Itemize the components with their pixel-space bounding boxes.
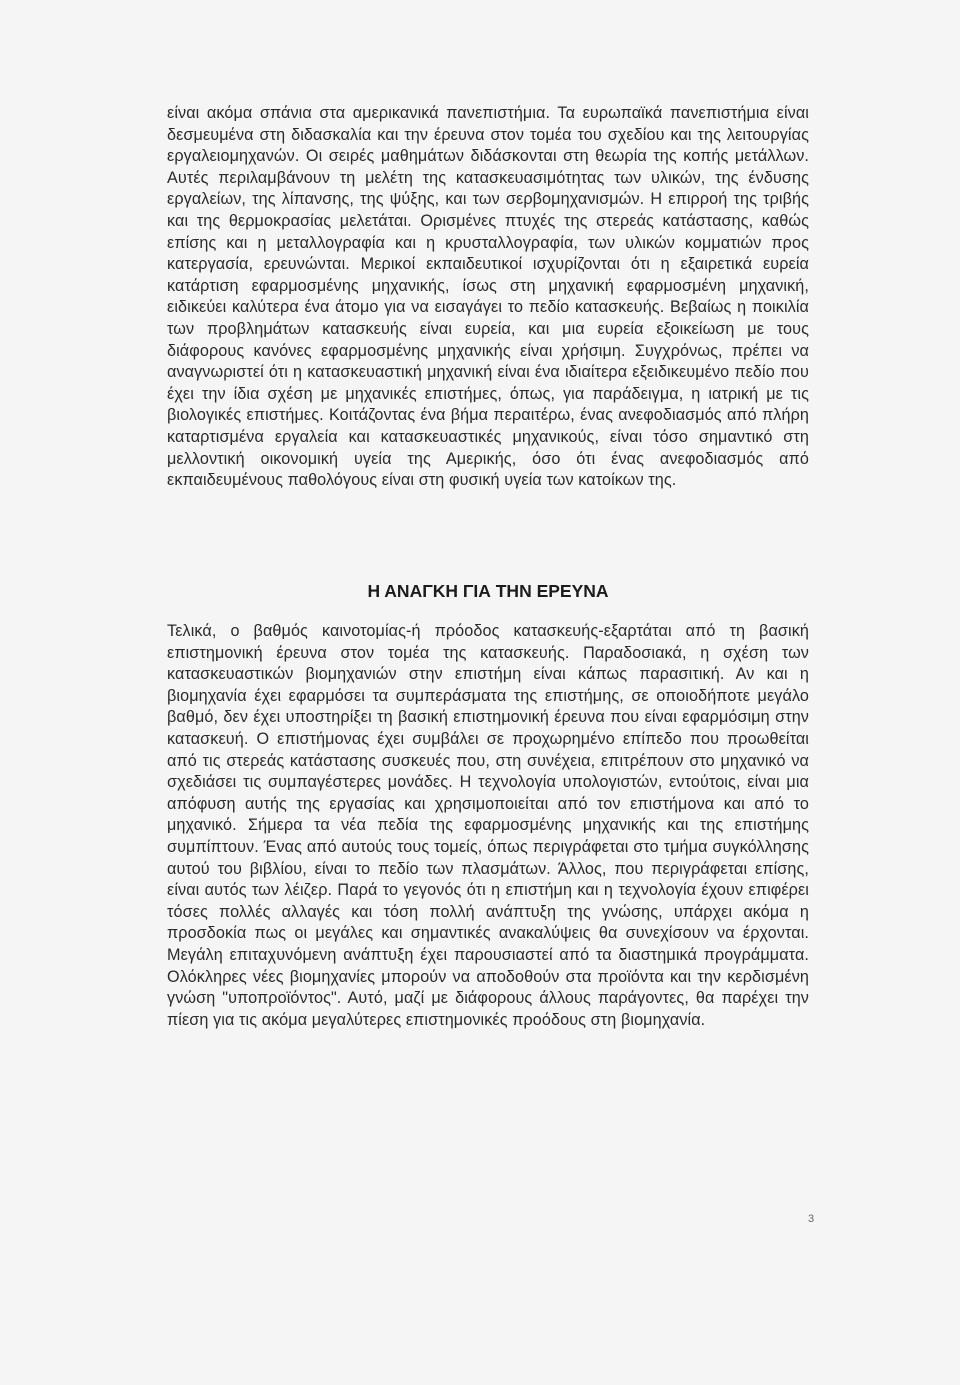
page-number-mark: 3	[808, 1213, 815, 1225]
section-heading: Η ΑΝΑΓΚΗ ΓΙΑ ΤΗΝ ΕΡΕΥΝΑ	[367, 581, 609, 601]
body-paragraph-1: είναι ακόμα σπάνια στα αμερικανικά πανεπιστήμια. Τα ευρωπαϊκά πανεπιστήμια είναι δεσμευμένα στη διδασκαλία και την έρευνα στον τομέα του σχεδίου και της λειτουργίας εργαλειομηχανών. Οι σειρές μαθημάτων διδάσκονται στη θεωρία της κοπής μετάλλων. Αυτές περιλαμβάνουν τη μελέτη της κατασκευασιμότητας των υλικών, της ένδυσης εργαλείων, της λίπανσης, της ψύξης, και των σερβομηχανισμών. Η επιρροή της τριβής και της θερμοκρασίας μελετάται. Ορισμένες πτυχές της στερεάς κατάστασης, καθώς επίσης και η μεταλλογραφία και η κρυσταλλογραφία, των υλικών κομματιών προς κατεργασία, ερευνώνται. Μερικοί εκπαιδευτικοί ισχυρίζονται ότι η εξαιρετικά ευρεία κατάρτιση εφαρμοσμένης μηχανικής, ίσως στη μηχανική εφαρμοσμένη μηχανική, ειδικεύει καλύτερα ένα άτομο για να εισαγάγει το πεδίο κατασκευής. Βεβαίως η ποικιλία των προβλημάτων κατασκευής είναι ευρεία, και μια ευρεία εξοικείωση με τους διάφορους κανόνες εφαρμοσμένης μηχανικής είναι χρήσιμη. Συγχρόνως, πρέπει να αναγνωριστεί ότι η κατασκευαστική μηχανική είναι ένα ιδιαίτερα εξειδικευμένο πεδίο που έχει την ίδια σχέση με μηχανικές επιστήμες, όπως, για παράδειγμα, η ιατρική με τις βιολογικές επιστήμες. Κοιτάζοντας ένα βήμα περαιτέρω, ένας ανεφοδιασμός από πλήρη καταρτισμένα εργαλεία και κατασκευαστικές μηχανικούς, είναι τόσο σημαντικό στη μελλοντική οικονομική υγεία της Αμερικής, όσο ότι ένας ανεφοδιασμός από εκπαιδευμένους παθολόγους είναι στη φυσική υγεία των κατοίκων της.	[167, 104, 809, 490]
body-paragraph-2: Τελικά, ο βαθμός καινοτομίας-ή πρόοδος κατασκευής-εξαρτάται από τη βασική επιστημονική έρευνα στον τομέα της κατασκευής. Παραδοσιακά, η σχέση των κατασκευαστικών βιομηχανιών στην επιστήμη είναι κάπως παρασιτική. Αν και η βιομηχανία έχει εφαρμόσει τα συμπεράσματα της επιστήμης, σε οποιοδήποτε μεγάλο βαθμό, δεν έχει υποστηρίξει τη βασική επιστημονική έρευνα που είναι εφαρμόσιμη στην κατασκευή. Ο επιστήμονας έχει συμβάλει σε προχωρημένο επίπεδο που προωθείται από τις στερεάς κατάστασης συσκευές που, στη συνέχεια, επιτρέπουν στο μηχανικό να σχεδιάσει τις συμπαγέστερες μονάδες. Η τεχνολογία υπολογιστών, εντούτοις, είναι μια απόφυση αυτής της εργασίας και χρησιμοποιείται από τον επιστήμονα και από το μηχανικό. Σήμερα τα νέα πεδία της εφαρμοσμένης μηχανικής και της επιστήμης συμπίπτουν. Ένας από αυτούς τους τομείς, όπως περιγράφεται στο τμήμα συγκόλλησης αυτού του βιβλίου, είναι το πεδίο των πλασμάτων. Άλλος, που περιγράφεται επίσης, είναι αυτός των λέιζερ. Παρά το γεγονός ότι η επιστήμη και η τεχνολογία έχουν επιφέρει τόσες πολλές αλλαγές και τόση πολλή ανάπτυξη της γνώσης, υπάρχει ακόμα η προσδοκία πως οι μεγάλες και σημαντικές ανακαλύψεις θα συνεχίσουν να έρχονται. Μεγάλη επιταχυνόμενη ανάπτυξη έχει παρουσιαστεί από τα διαστημικά προγράμματα. Ολόκληρες νέες βιομηχανίες μπορούν να αποδοθούν στα προϊόντα και την κερδισμένη γνώση "υποπροϊόντος". Αυτό, μαζί με διάφορους άλλους παράγοντες, θα παρέχει την πίεση για τις ακόμα μεγαλύτερες επιστημονικές προόδους στη βιομηχανία.	[167, 622, 809, 1029]
